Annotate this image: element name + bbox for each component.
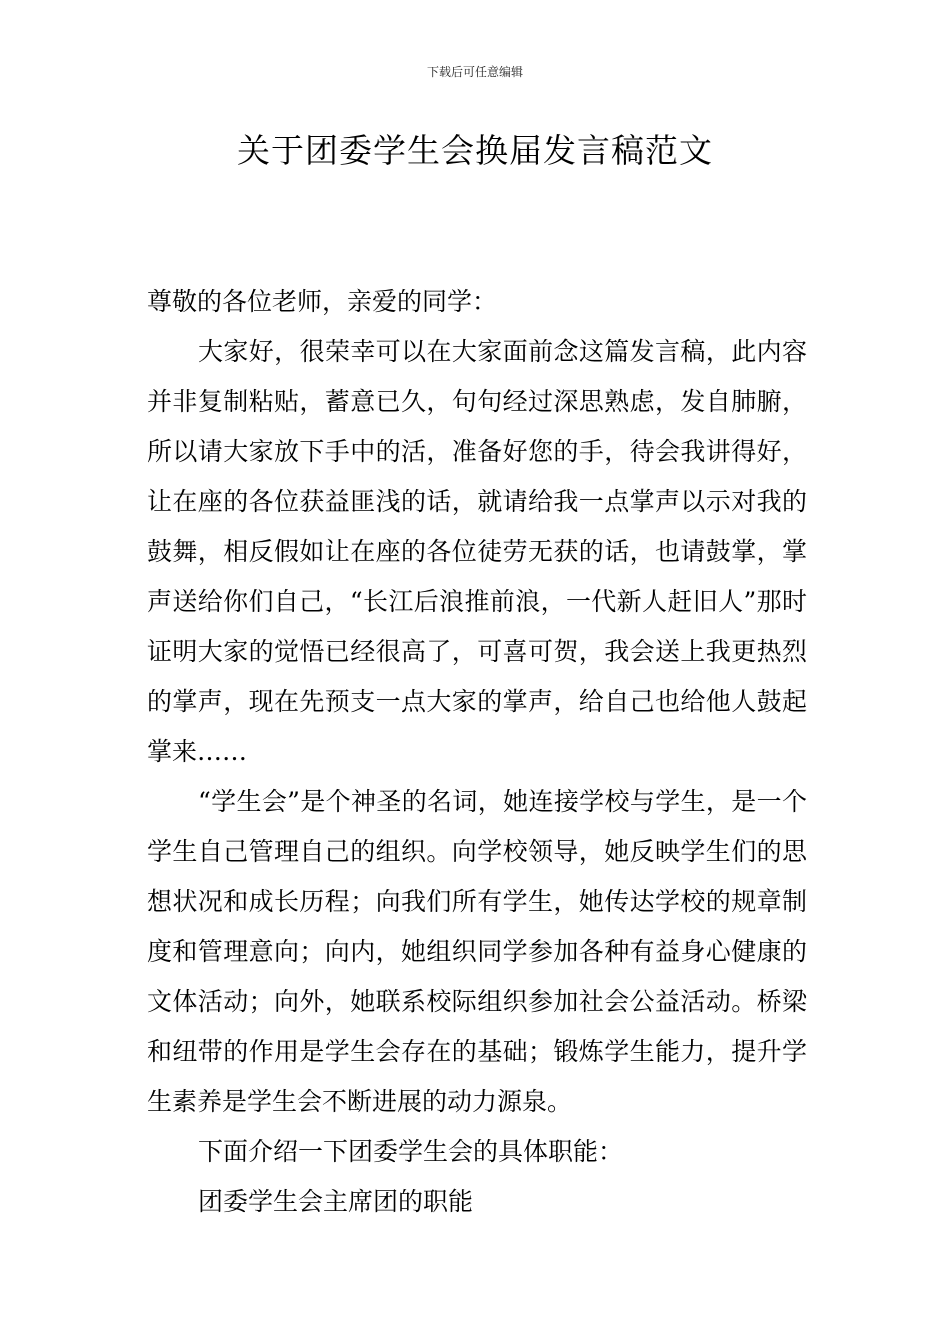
paragraph-student-union: “学生会”是个神圣的名词，她连接学校与学生，是一个学生自己管理自己的组织。向学校领导，她反映学生们的思想状况和成长历程；向我们所有学生，她传达学校的规章制度和管理意向；向内，她组织同学参加各种有益身心健康的文体活动；向外，她联系校际组织参加社会公益活动。桥梁和纽带的作用是学生会存在的基础；锻炼学生能力，提升学生素养是学生会不断进展的动力源泉。 xyxy=(147,787,807,1116)
document-title: 关于团委学生会换届发言稿范文 xyxy=(237,131,713,170)
document-body xyxy=(147,277,807,1227)
header-note: 下载后可任意编辑 xyxy=(426,65,523,79)
paragraph-opening: 大家好，很荣幸可以在大家面前念这篇发言稿，此内容并非复制粘贴，蓄意已久，句句经过深思熟虑，发自肺腑，所以请大家放下手中的活，准备好您的手，待会我讲得好，让在座的各位获益匪浅的话，就请给我一点掌声以示对我的鼓舞，相反假如让在座的各位徒劳无获的话，也请鼓掌，掌声送给你们自己，“长江后浪推前浪，一代新人赶旧人”那时证明大家的觉悟已经很高了，可喜可贺，我会送上我更热烈的掌声，现在先预支一点大家的掌声，给自己也给他人鼓起掌来…… xyxy=(147,337,807,766)
salutation: 尊敬的各位老师，亲爱的同学： xyxy=(147,287,498,316)
section-heading-presidium: 团委学生会主席团的职能 xyxy=(198,1187,474,1216)
paragraph-functions-intro: 下面介绍一下团委学生会的具体职能： xyxy=(198,1137,624,1166)
